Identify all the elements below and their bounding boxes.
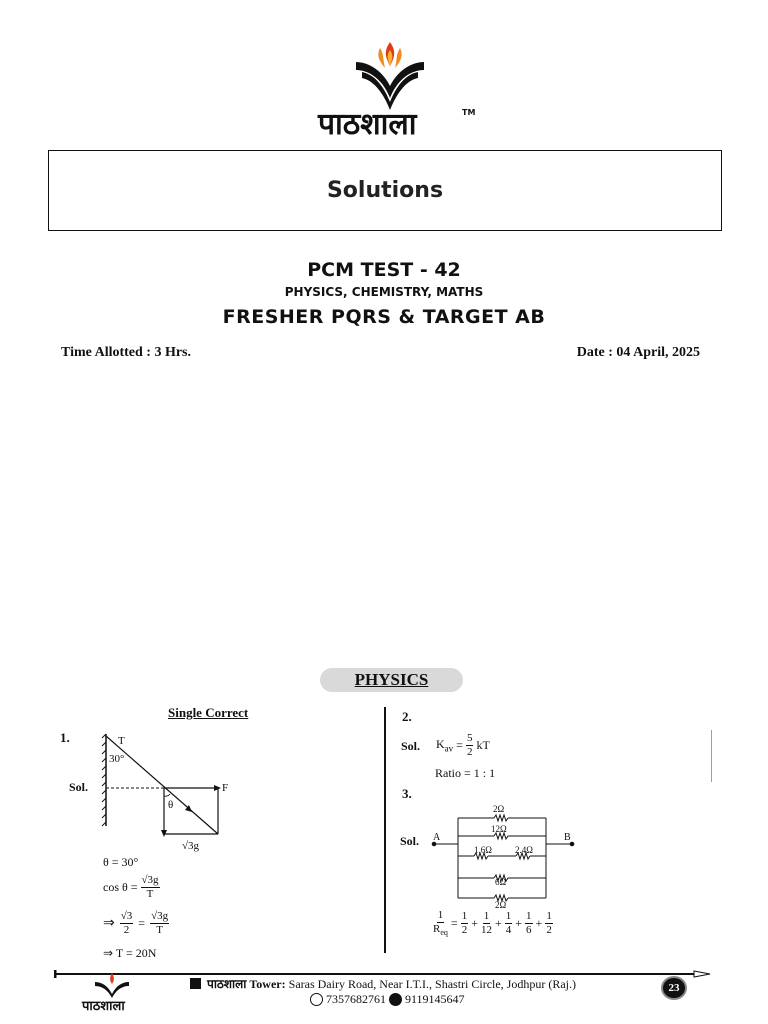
req-letter: R: [433, 923, 441, 935]
logo: [350, 38, 430, 112]
frac-num: 1: [461, 910, 468, 923]
q3-equation: [433, 910, 553, 937]
frac-root3g-t: [150, 911, 169, 936]
node-b: B: [564, 832, 571, 843]
trademark: TM: [462, 108, 476, 117]
phone-icon: [310, 993, 323, 1006]
k-subscript: av: [444, 743, 454, 754]
q2-sol-label: Sol.: [401, 739, 421, 753]
footer-brand: पाठशाला: [82, 999, 125, 1014]
frac-num: 1: [437, 909, 444, 921]
kt-term: kT: [476, 738, 490, 752]
tower-icon: [190, 978, 201, 989]
frac-den: 2: [123, 924, 130, 936]
book-flame-icon: [92, 972, 132, 998]
term-2: [481, 911, 492, 936]
q1-line1: θ = 30°: [103, 855, 139, 869]
frac-den: 2: [466, 746, 473, 758]
frac-num: 1: [546, 910, 552, 923]
phone-1: 7357682761: [326, 992, 386, 1006]
cos-fraction: [141, 875, 160, 900]
frac-den: 6: [526, 924, 532, 937]
frac-den: 4: [505, 924, 512, 937]
batches: FRESHER PQRS & TARGET AB: [222, 306, 546, 328]
footer-rule: [54, 965, 714, 973]
q1-line2: [103, 875, 160, 900]
test-date: Date : 04 April, 2025: [576, 345, 700, 360]
implies-symbol: ⇒: [103, 916, 115, 931]
term-5: [545, 911, 553, 936]
frac-num: 1: [505, 910, 512, 923]
fig-label-angle: 30°: [109, 753, 125, 765]
q2-kav-equation: [436, 733, 490, 758]
box-title: Solutions: [326, 178, 444, 203]
term-4: [525, 911, 533, 936]
footer-address-line: [190, 975, 576, 992]
q1-sol-label: Sol.: [69, 780, 89, 794]
column-divider: [384, 707, 386, 953]
resistor-label-3: 1.6Ω: [474, 845, 492, 855]
frac-den: 12: [480, 924, 492, 937]
k-letter: K: [436, 737, 445, 752]
frac-num: 1: [526, 910, 532, 923]
frac-den: 2: [461, 924, 468, 937]
frac-den: 2: [546, 924, 552, 937]
phone-2: 9119145647: [405, 992, 465, 1006]
resistor-label-2: 12Ω: [491, 824, 507, 834]
q1-figure: [100, 730, 235, 855]
frac-den: T: [156, 924, 163, 936]
fig-label-theta: θ: [168, 799, 174, 811]
frac-5-2: [466, 733, 474, 758]
node-a: A: [433, 832, 441, 843]
q3-number: 3.: [402, 786, 412, 801]
margin-mark: [711, 730, 712, 782]
fig-label-root3g: √3g: [182, 840, 200, 852]
section-pill: [320, 668, 463, 692]
subjects: PHYSICS, CHEMISTRY, MATHS: [284, 285, 484, 299]
book-flame-icon: [350, 38, 430, 112]
time-allotted: Time Allotted : 3 Hrs.: [61, 345, 192, 360]
plus-sign: +: [535, 916, 543, 931]
frac-num: √3: [120, 910, 133, 922]
equals-sign: =: [456, 738, 463, 752]
q2-ratio: Ratio = 1 : 1: [435, 766, 496, 780]
frac-den: [433, 923, 448, 937]
q3-circuit: [430, 802, 578, 910]
resistor-label-4: 2.4Ω: [515, 845, 533, 855]
q1-line3: [103, 911, 169, 936]
term-3: [505, 911, 513, 936]
equals-sign: =: [450, 916, 458, 931]
fig-label-f: F: [222, 782, 229, 794]
brand-name: पाठशाला: [318, 107, 417, 142]
address: Saras Dairy Road, Near I.T.I., Shastri Circle, Jodhpur (Raj.): [288, 977, 577, 991]
resistor-network: [430, 802, 578, 910]
fig-label-t: T: [118, 735, 125, 747]
frac-num: 5: [466, 732, 473, 744]
page-number-badge: [661, 976, 687, 1000]
page-number: 23: [668, 982, 680, 994]
resistor-label-6: 2Ω: [495, 900, 507, 910]
subheading: Single Correct: [168, 705, 249, 720]
solutions-header-box: [48, 150, 722, 231]
footer-phones: [310, 992, 465, 1007]
q1-number: 1.: [60, 730, 70, 745]
frac-1-req: [433, 910, 448, 937]
force-diagram: [100, 730, 235, 855]
q2-number: 2.: [402, 709, 412, 724]
resistor-label-5: 6Ω: [495, 877, 507, 887]
equals-sign: =: [138, 916, 146, 930]
section-title: PHYSICS: [354, 670, 429, 689]
plus-sign: +: [471, 916, 478, 931]
test-title: PCM TEST - 42: [307, 259, 461, 281]
frac-num: 1: [483, 910, 490, 923]
plus-sign: +: [494, 916, 502, 931]
plus-sign: +: [515, 916, 523, 931]
frac-root3-2: [120, 911, 134, 936]
cos-den: T: [146, 888, 154, 900]
q3-sol-label: Sol.: [400, 834, 420, 848]
term-1: [461, 911, 469, 936]
cos-num: √3g: [141, 874, 159, 886]
footer-logo: [92, 972, 132, 998]
frac-num: √3g: [151, 910, 169, 922]
q1-answer: ⇒ T = 20N: [103, 946, 157, 960]
tower-label: पाठशाला Tower:: [207, 977, 286, 991]
whatsapp-icon: [389, 993, 402, 1006]
req-subscript: eq: [440, 928, 448, 938]
resistor-label-1: 2Ω: [493, 804, 505, 814]
cos-lhs: cos θ =: [103, 880, 138, 894]
k-symbol: [436, 737, 453, 753]
